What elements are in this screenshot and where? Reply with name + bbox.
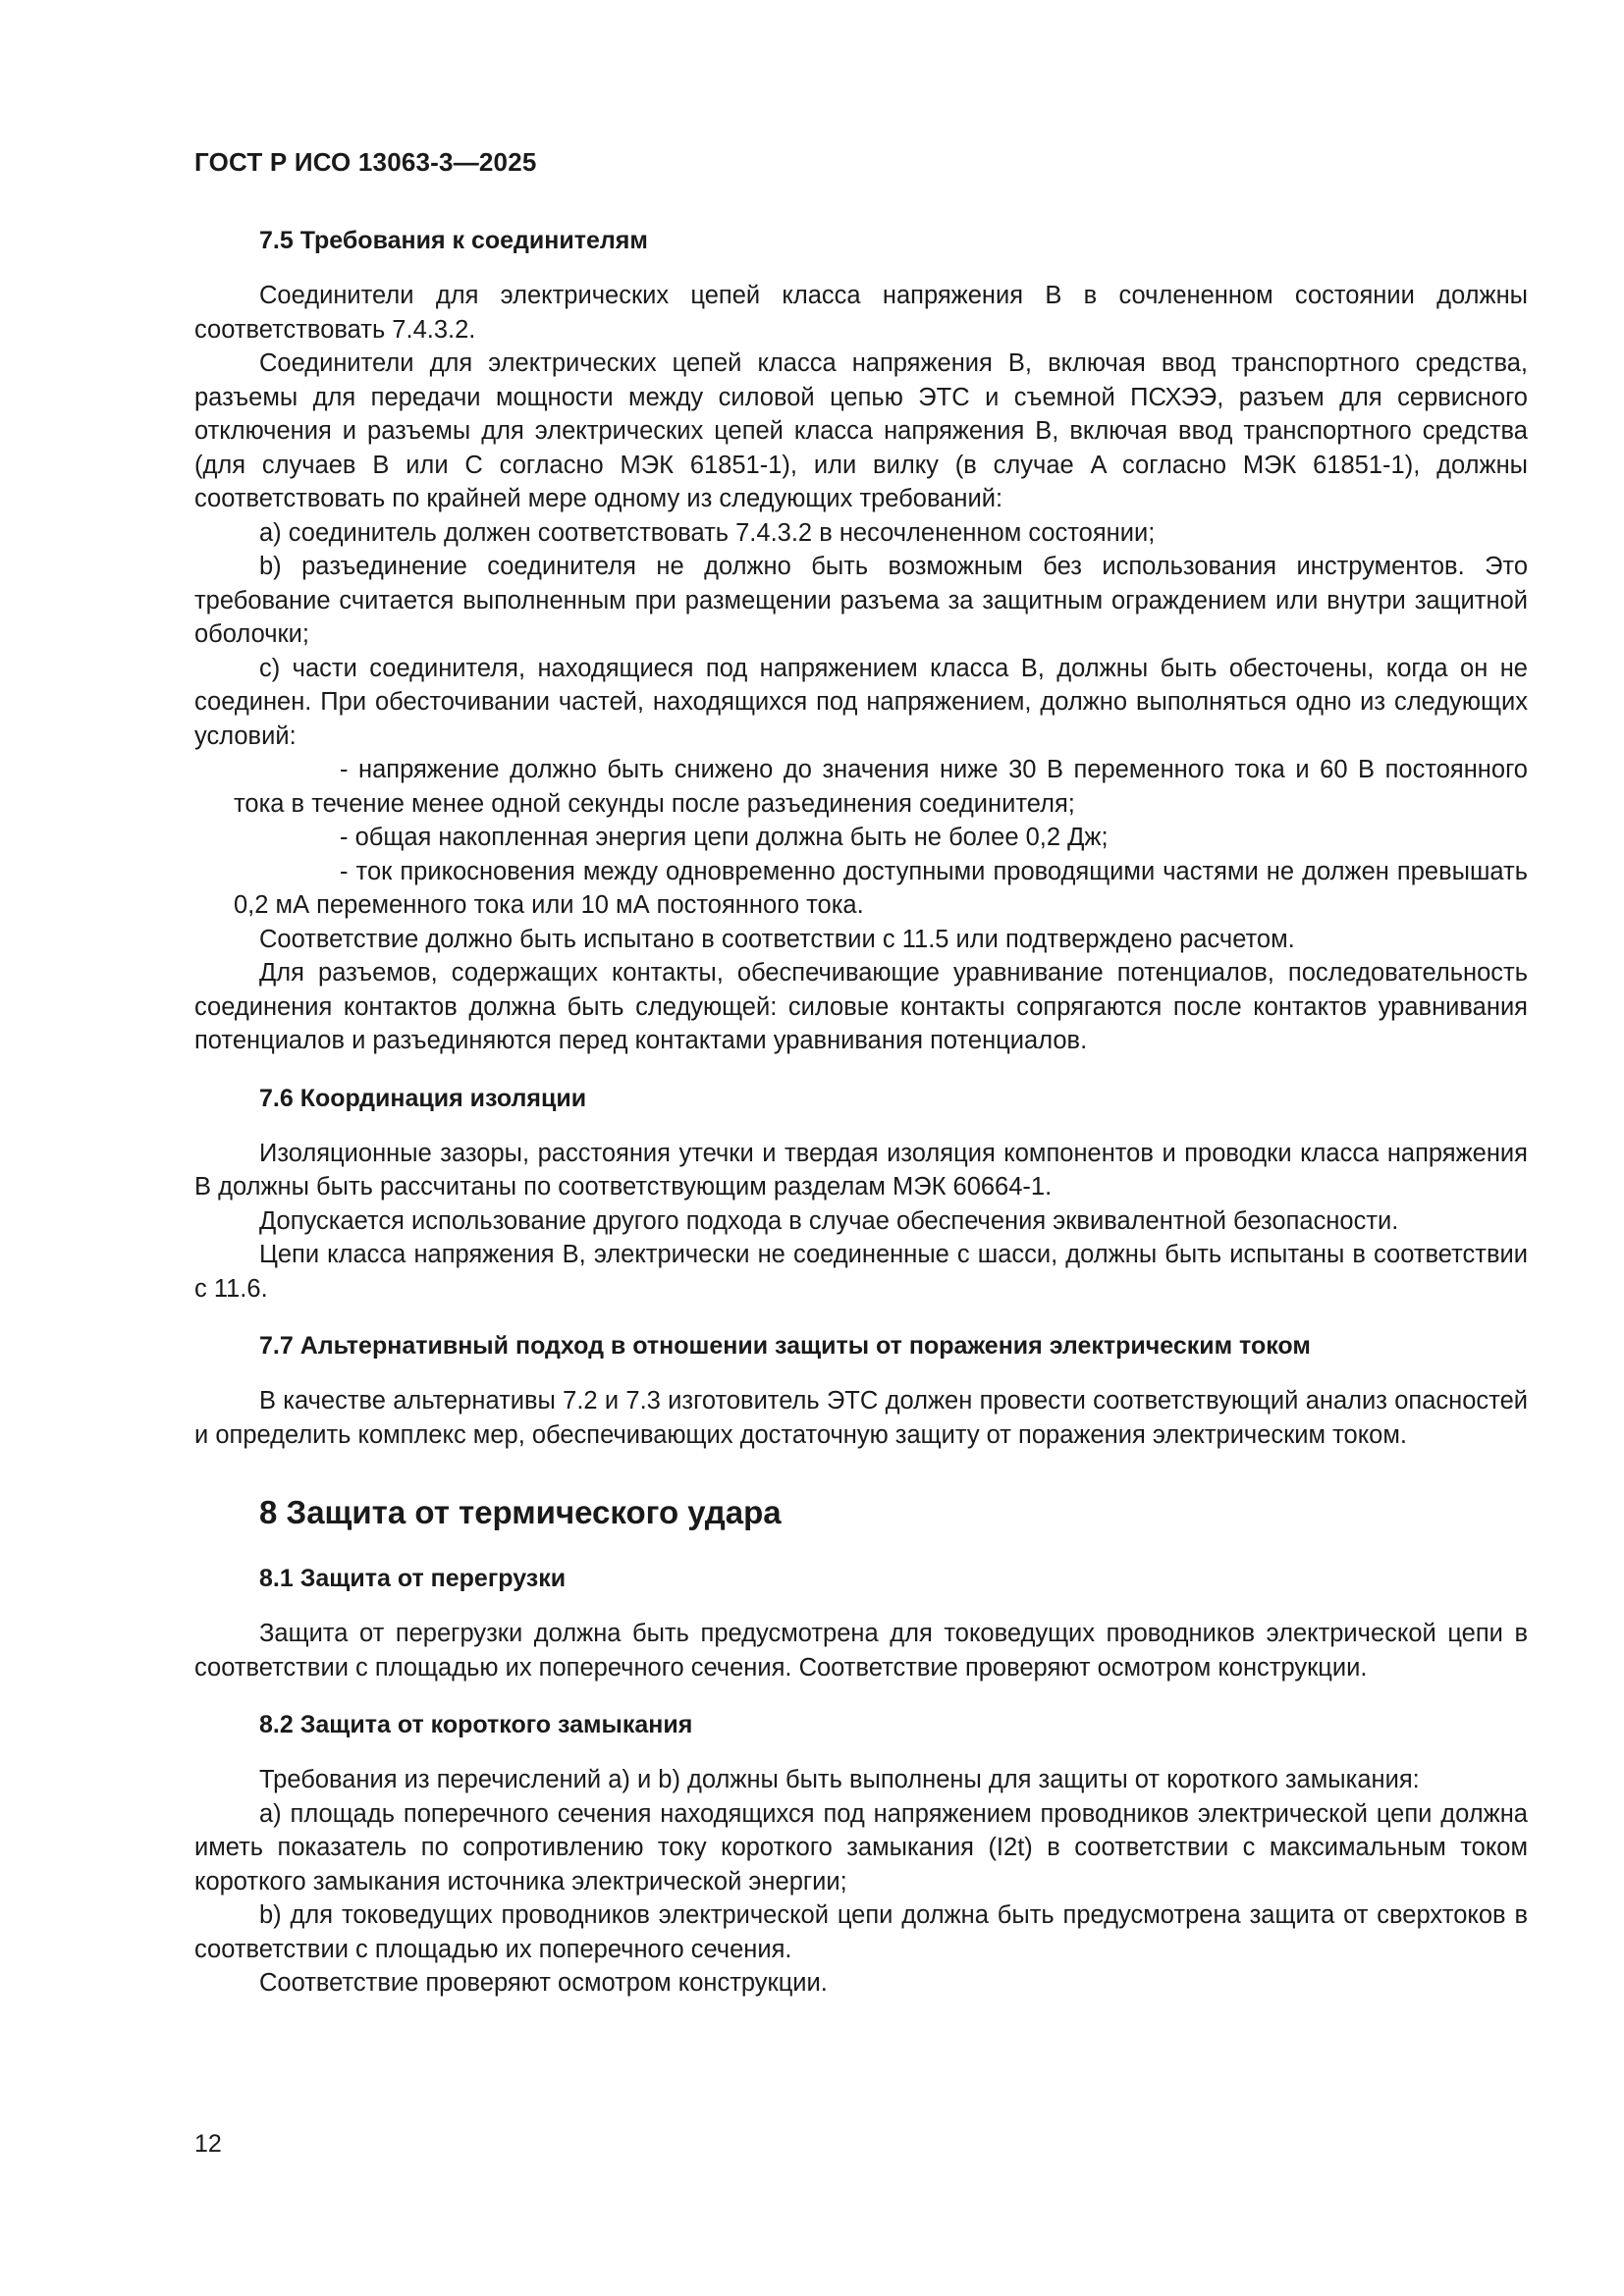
- paragraph: Требования из перечислений a) и b) должны быть выполнены для защиты от короткого замыкания:: [259, 1766, 1420, 1793]
- page-number: 12: [194, 2130, 222, 2158]
- section-8-2: [194, 1708, 1528, 2001]
- paragraph: Для разъемов, содержащих контакты, обеспечивающие уравнивание потенциалов, последовательность соединения контактов должна быть следующей: силовые контакты сопрягаются после контактов уравнивания потенциалов и разъединяются перед контактами уравнивания потенциалов.: [194, 959, 1528, 1054]
- document-header: ГОСТ Р ИСО 13063-3—2025: [194, 147, 537, 177]
- list-item: b) для токоведущих проводников электрической цепи должна быть предусмотрена защита от сверхтоков в соответствии с площадью их поперечного сечения.: [194, 1901, 1528, 1963]
- paragraph: Соединители для электрических цепей класса напряжения B, включая ввод транспортного средства, разъемы для передачи мощности между силовой цепью ЭТС и съемной ПСХЭЭ, разъем для сервисного отключения и разъемы для электрических цепей класса напряжения B, включая ввод транспортного средства (для случаев B или C согласно МЭК 61851-1), или вилку (в случае A согласно МЭК 61851-1), должны соответствовать по крайней мере одному из следующих требований:: [194, 349, 1528, 512]
- section-8-1-title: 8.1 Защита от перегрузки: [259, 1565, 567, 1592]
- paragraph: Изоляционные зазоры, расстояния утечки и твердая изоляция компонентов и проводки класса напряжения B должны быть рассчитаны по соответствующим разделам МЭК 60664-1.: [194, 1139, 1528, 1201]
- paragraph: Соответствие проверяют осмотром конструкции.: [259, 1969, 828, 1997]
- list-item: b) разъединение соединителя не должно быть возможным без использования инструментов. Это требование считается выполненным при размещении разъема за защитным ограждением или внутри защитной оболочки;: [194, 553, 1528, 648]
- paragraph: В качестве альтернативы 7.2 и 7.3 изготовитель ЭТС должен провести соответствующий анализ опасностей и определить комплекс мер, обеспечивающих достаточную защиту от поражения электрическим током.: [194, 1387, 1528, 1449]
- paragraph: Соответствие должно быть испытано в соответствии с 11.5 или подтверждено расчетом.: [259, 925, 1295, 953]
- section-7-6: [194, 1082, 1528, 1307]
- section-7-7-title: 7.7 Альтернативный подход в отношении защиты от поражения электрическим током: [259, 1332, 1311, 1360]
- list-item: a) площадь поперечного сечения находящихся под напряжением проводников электрической цепи должна иметь показатель по сопротивлению току короткого замыкания (I2t) в соответствии с максимальным током короткого замыкания источника электрической энергии;: [194, 1799, 1528, 1896]
- section-7-7: [194, 1329, 1528, 1452]
- section-8-title: 8 Защита от термического удара: [259, 1494, 782, 1530]
- list-item: c) части соединителя, находящиеся под напряжением класса B, должны быть обесточены, когда он не соединен. При обесточивании частей, находящихся под напряжением, должно выполняться одно из следующих условий:: [194, 654, 1528, 750]
- paragraph: Допускается использование другого подхода в случае обеспечения эквивалентной безопасности.: [259, 1206, 1399, 1235]
- section-7-6-title: 7.6 Координация изоляции: [259, 1084, 587, 1112]
- list-item: a) соединитель должен соответствовать 7.4.3.2 в несочлененном состоянии;: [259, 518, 1156, 547]
- dash-item: - ток прикосновения между одновременно доступными проводящими частями не должен превышать 0,2 мА переменного тока или 10 мА постоянного тока.: [234, 857, 1528, 919]
- dash-item: - напряжение должно быть снижено до значения ниже 30 В переменного тока и 60 В постоянного тока в течение менее одной секунды после разъединения соединителя;: [234, 756, 1528, 818]
- section-7-5-title: 7.5 Требования к соединителям: [259, 227, 648, 254]
- section-7-5: [194, 224, 1528, 1058]
- section-8: [194, 1493, 1528, 1532]
- document-body: [194, 224, 1528, 2001]
- dash-item: - общая накопленная энергия цепи должна быть не более 0,2 Дж;: [340, 824, 1109, 851]
- paragraph: Цепи класса напряжения B, электрически не соединенные с шасси, должны быть испытаны в соответствии с 11.6.: [194, 1241, 1528, 1303]
- paragraph: Соединители для электрических цепей класса напряжения B в сочлененном состоянии должны соответствовать 7.4.3.2.: [194, 282, 1528, 344]
- paragraph: Защита от перегрузки должна быть предусмотрена для токоведущих проводников электрической цепи в соответствии с площадью их поперечного сечения. Соответствие проверяют осмотром конструкции.: [194, 1620, 1528, 1682]
- section-8-1: [194, 1562, 1528, 1684]
- section-8-2-title: 8.2 Защита от короткого замыкания: [259, 1711, 693, 1738]
